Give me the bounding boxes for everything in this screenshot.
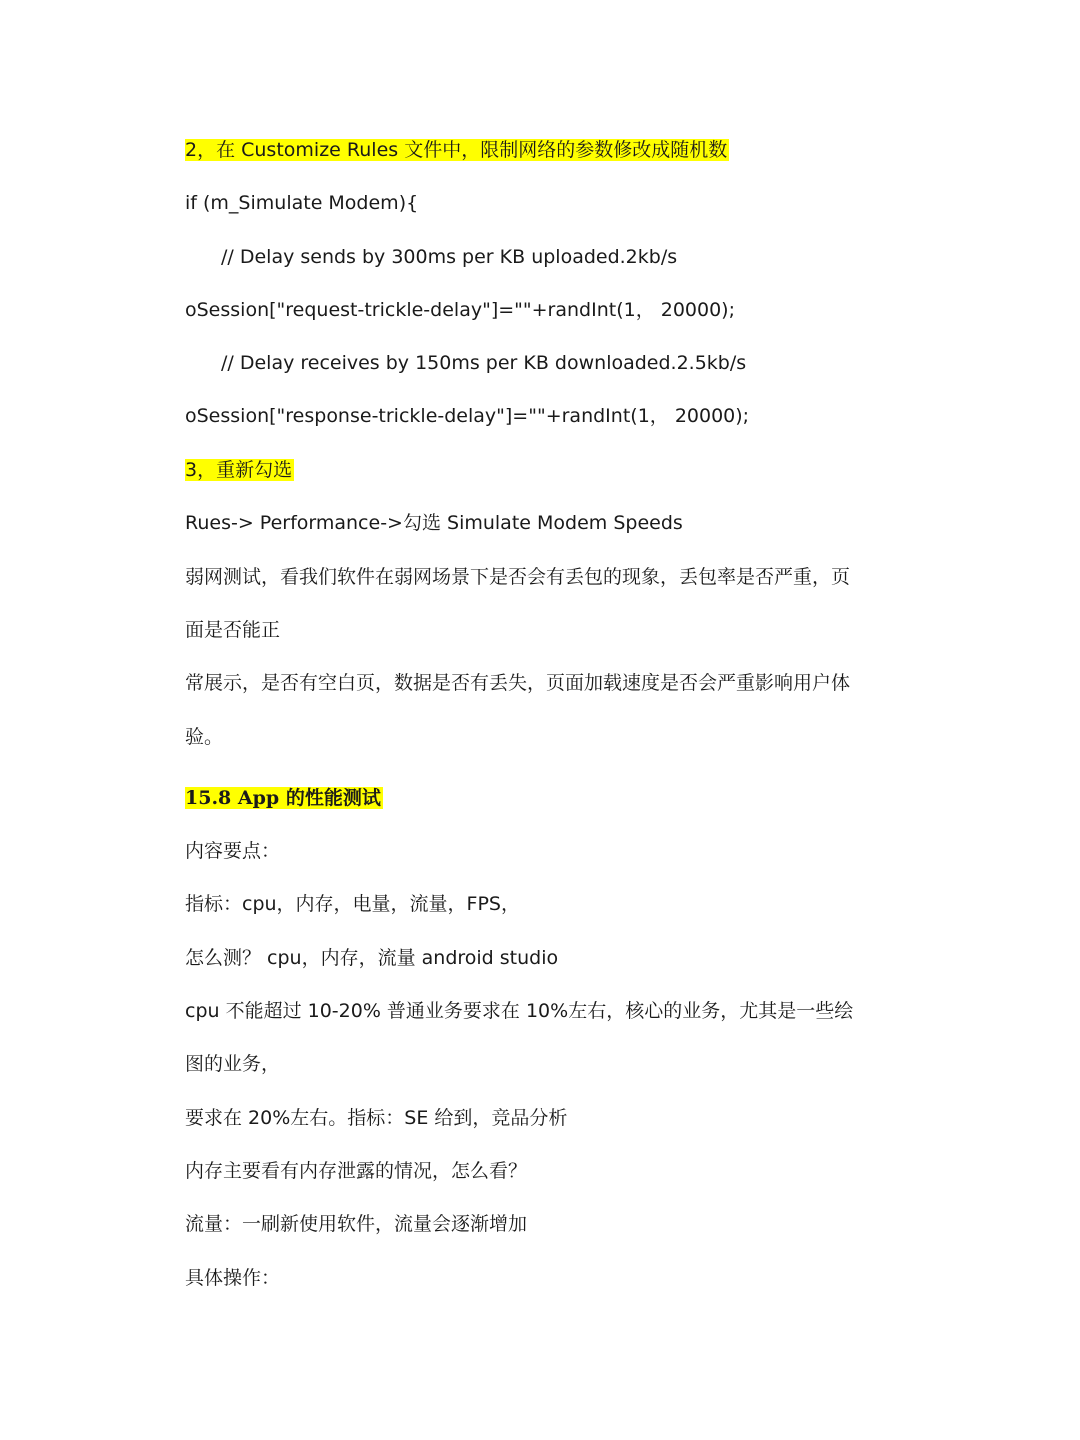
paragraph-line: 要求在 20%左右。指标：SE 给到，竞品分析 — [185, 1107, 568, 1129]
code-line-request-delay: oSession["request-trickle-delay"]=""+randInt(1， 20000); — [185, 299, 735, 321]
metrics-line: 指标：cpu，内存，电量，流量，FPS， — [185, 893, 520, 915]
code-comment-sends: // Delay sends by 300ms per KB uploaded.2kb/s — [221, 246, 678, 268]
code-line-response-delay: oSession["response-trickle-delay"]=""+randInt(1， 20000); — [185, 405, 750, 427]
code-line-if: if (m_Simulate Modem){ — [185, 192, 419, 214]
highlighted-text: 15.8 App 的性能测试 — [185, 787, 381, 809]
paragraph-line: 面是否能正 — [185, 619, 281, 641]
code-comment-receives: // Delay receives by 150ms per KB downloaded.2.5kb/s — [221, 352, 747, 374]
content-points-label: 内容要点： — [185, 840, 281, 862]
operation-label: 具体操作： — [185, 1267, 281, 1289]
cpu-requirement-line: cpu 不能超过 10-20% 普通业务要求在 10%左右，核心的业务，尤其是一些绘 — [185, 1000, 854, 1022]
memory-line: 内存主要看有内存泄露的情况，怎么看？ — [185, 1160, 528, 1182]
traffic-line: 流量：一刷新使用软件，流量会逐渐增加 — [185, 1213, 528, 1235]
menu-path-line: Rues-> Performance->勾选 Simulate Modem Speeds — [185, 512, 683, 534]
highlighted-text: 2，在 Customize Rules 文件中，限制网络的参数修改成随机数 — [185, 139, 728, 161]
paragraph-line: 弱网测试，看我们软件在弱网场景下是否会有丢包的现象，丢包率是否严重，页 — [185, 566, 851, 588]
step-2-heading — [185, 137, 729, 163]
paragraph-line: 常展示，是否有空白页，数据是否有丢失，页面加载速度是否会严重影响用户体 — [185, 672, 851, 694]
paragraph-line: 验。 — [185, 726, 224, 748]
section-heading-15-8 — [185, 785, 383, 811]
paragraph-line: 图的业务， — [185, 1053, 281, 1075]
step-3-heading — [185, 457, 294, 483]
highlighted-text: 3，重新勾选 — [185, 459, 293, 481]
how-to-test-line: 怎么测？ cpu，内存，流量 android studio — [185, 947, 559, 969]
